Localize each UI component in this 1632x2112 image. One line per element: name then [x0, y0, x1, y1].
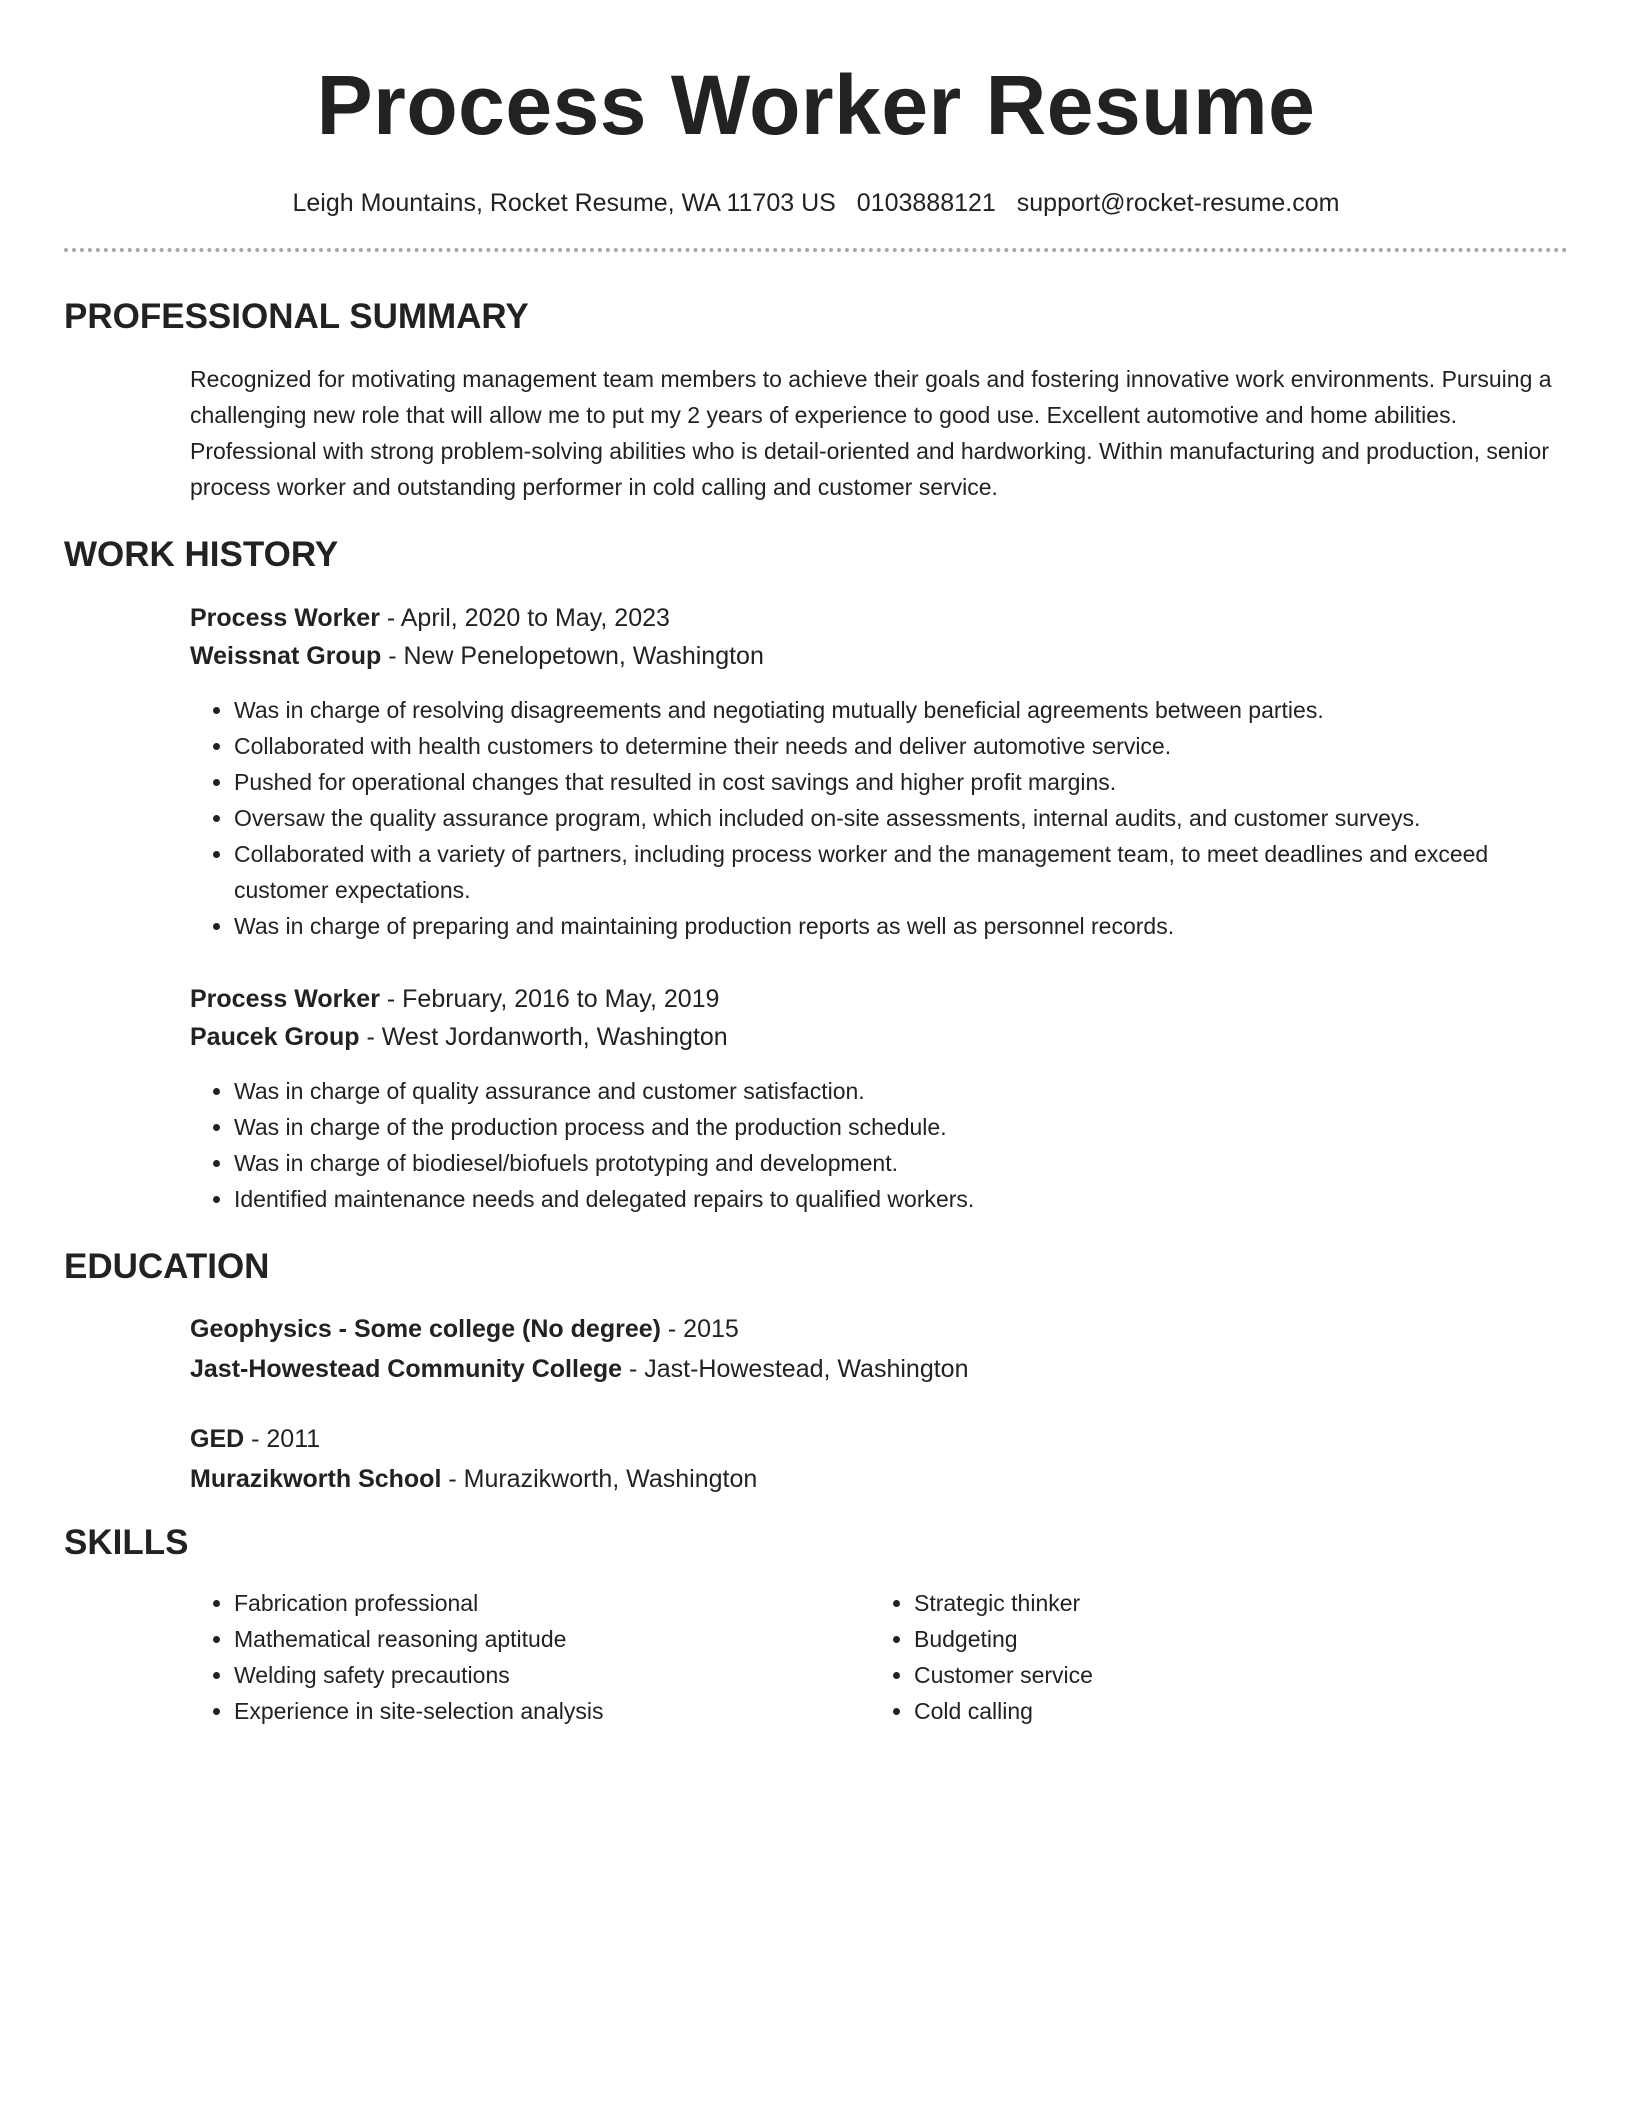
work-history-heading: WORK HISTORY — [64, 535, 339, 574]
list-item: • Oversaw the quality assurance program, which included on-site assessments, internal audits, and customer surveys. — [234, 800, 1570, 836]
skill-item: • Welding safety precautions — [234, 1657, 870, 1693]
education-heading: EDUCATION — [64, 1247, 270, 1286]
list-item: • Was in charge of the production process and the production schedule. — [234, 1109, 1570, 1145]
job-title-line — [190, 599, 1568, 637]
skills-heading: SKILLS — [64, 1523, 189, 1562]
education-degree: GED — [190, 1425, 245, 1453]
contact-email: support@rocket-resume.com — [1016, 189, 1340, 217]
summary-heading: PROFESSIONAL SUMMARY — [64, 297, 529, 336]
contact-line — [64, 185, 1568, 221]
job-duties-list — [190, 1073, 1570, 1217]
skills-section — [64, 1521, 1568, 1729]
skill-item: • Budgeting — [914, 1621, 1550, 1657]
education-degree-line — [190, 1419, 1568, 1459]
education-degree-line — [190, 1309, 1568, 1349]
education-location: - Jast-Howestead, Washington — [622, 1355, 969, 1383]
job-duties-list — [190, 692, 1570, 944]
contact-address: Leigh Mountains, Rocket Resume, WA 11703 US — [292, 189, 836, 217]
job-title-line — [190, 980, 1568, 1018]
skills-grid — [190, 1585, 1568, 1729]
education-year: - 2011 — [244, 1425, 321, 1453]
list-item: • Identified maintenance needs and delegated repairs to qualified workers. — [234, 1181, 1570, 1217]
skill-item: • Cold calling — [914, 1693, 1550, 1729]
education-section — [64, 1245, 1568, 1499]
list-item: • Was in charge of preparing and maintaining production reports as well as personnel records. — [234, 908, 1570, 944]
job-company: Weissnat Group — [190, 642, 382, 670]
summary-text: Recognized for motivating management team members to achieve their goals and fostering innovative work environments. Pursuing a challenging new role that will allow me to put my 2 years of experience to good use. Excellent automotive and home abilities. Professional with strong problem-solving abilities who is detail-oriented and hardworking. Within manufacturing and production, senior process worker and outstanding performer in cold calling and customer service. — [190, 366, 1552, 500]
list-item: • Was in charge of resolving disagreements and negotiating mutually beneficial agreements between parties. — [234, 692, 1570, 728]
skills-list-right — [870, 1585, 1550, 1729]
job-location: - New Penelopetown, Washington — [381, 642, 764, 670]
job-company: Paucek Group — [190, 1023, 360, 1051]
education-location: - Murazikworth, Washington — [441, 1465, 758, 1493]
skill-item: • Strategic thinker — [914, 1585, 1550, 1621]
education-year: - 2015 — [660, 1315, 739, 1343]
job-title: Process Worker — [190, 985, 380, 1013]
education-school-line — [190, 1349, 1568, 1389]
contact-phone: 0103888121 — [856, 189, 996, 217]
header-divider — [64, 248, 1568, 252]
skill-item: • Fabrication professional — [234, 1585, 870, 1621]
education-school-line — [190, 1459, 1568, 1499]
skills-list-left — [190, 1585, 870, 1729]
job-entry — [64, 980, 1568, 1217]
job-entry — [64, 599, 1568, 944]
skill-item: • Mathematical reasoning aptitude — [234, 1621, 870, 1657]
list-item: • Was in charge of quality assurance and customer satisfaction. — [234, 1073, 1570, 1109]
education-degree: Geophysics - Some college (No degree) — [190, 1315, 661, 1343]
skill-item: • Customer service — [914, 1657, 1550, 1693]
list-item: • Collaborated with health customers to determine their needs and deliver automotive service. — [234, 728, 1570, 764]
list-item: • Was in charge of biodiesel/biofuels prototyping and development. — [234, 1145, 1570, 1181]
list-item: • Collaborated with a variety of partners, including process worker and the management team, to meet deadlines and exceed customer expectations. — [234, 836, 1570, 908]
job-company-line — [190, 1018, 1568, 1056]
job-location: - West Jordanworth, Washington — [359, 1023, 728, 1051]
job-company-line — [190, 637, 1568, 675]
list-item: • Pushed for operational changes that resulted in cost savings and higher profit margins. — [234, 764, 1570, 800]
summary-section — [64, 295, 1568, 505]
job-dates: - February, 2016 to May, 2019 — [379, 985, 720, 1013]
education-school: Jast-Howestead Community College — [190, 1355, 623, 1383]
resume-title: Process Worker Resume — [316, 58, 1316, 152]
education-entry — [64, 1309, 1568, 1389]
education-entry — [64, 1419, 1568, 1499]
education-school: Murazikworth School — [190, 1465, 442, 1493]
work-history-section — [64, 533, 1568, 1217]
job-dates: - April, 2020 to May, 2023 — [379, 604, 670, 632]
job-title: Process Worker — [190, 604, 380, 632]
skill-item: • Experience in site-selection analysis — [234, 1693, 870, 1729]
resume-page — [64, 0, 1568, 1729]
